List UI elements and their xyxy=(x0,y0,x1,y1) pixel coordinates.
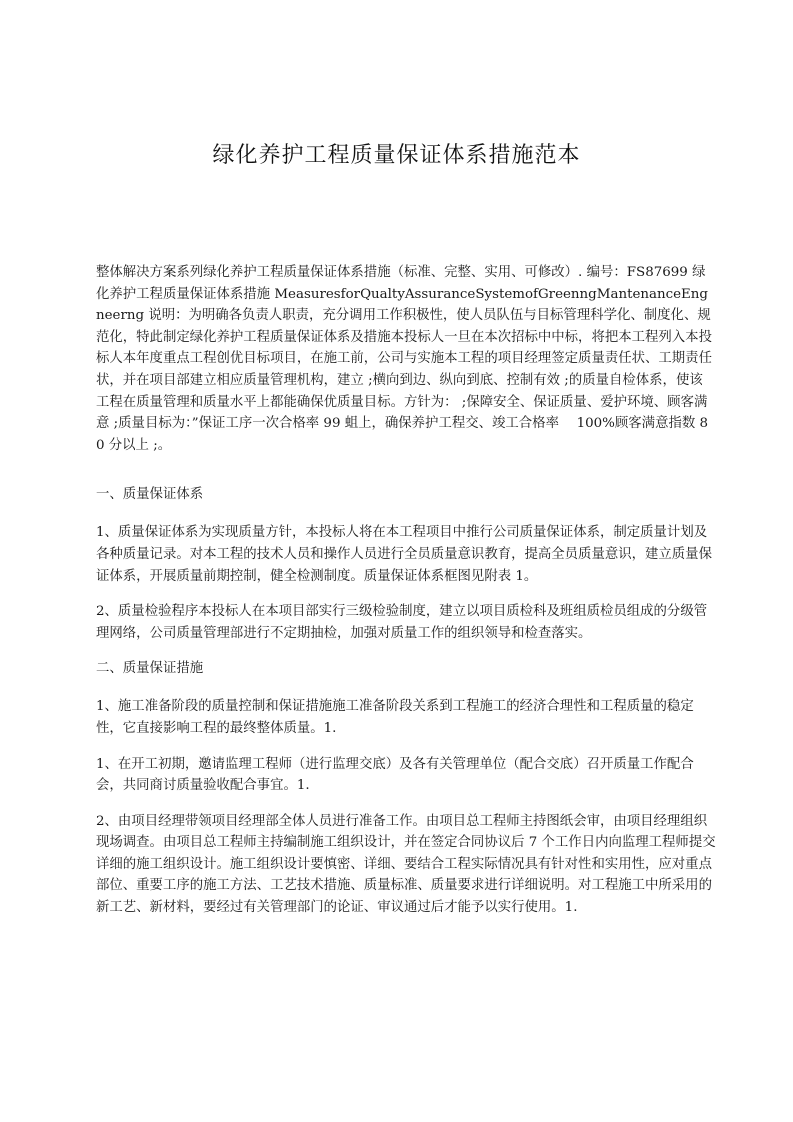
section-1-paragraph-2: 2、质量检验程序本投标人在本项目部实行三级检验制度，建立以项目质检科及班组质检员组成的分级管理网络，公司质量管理部进行不定期抽检，加强对质量工作的组织领导和检查落实。 xyxy=(96,604,708,641)
section-2-paragraph-3: 2、由项目经理带领项目经理部全体人员进行准备工作。由项目总工程师主持图纸会审，由项目经理组织现场调查。由项目总工程师主持编制施工组织设计，并在签定合同协议后 7 个工作日内向监理工程师提交详细的施工组织设计。施工组织设计要慎密、详细、要结合工程实际情况具有针对性和实用性，应对重点部位、重要工序的施工方法、工艺技术措施、质量标准、质量要求进行详细说明。对工程施工中所采用的新工艺、新材料，要经过有关管理部门的论证、审议通过后才能予以实行使用。1. xyxy=(96,813,716,916)
section-2-paragraph-1: 1、施工准备阶段的质量控制和保证措施施工准备阶段关系到工程施工的经济合理性和工程质量的稳定性，它直接影响工程的最终整体质量。1. xyxy=(96,699,694,736)
section-2-paragraph-2: 1、在开工初期，邀请监理工程师（进行监理交底）及各有关管理单位（配合交底）召开质量工作配合会，共同商讨质量验收配合事宜。1. xyxy=(96,756,694,794)
document-body xyxy=(96,262,716,919)
intro-paragraph: 整体解决方案系列绿化养护工程质量保证体系措施（标准、完整、实用、可修改）. 编号：FS87699 绿化养护工程质量保证体系措施 MeasuresforQualtyAssuranceSystemofGreenngMantenanceEngneerng 说明：为明确各负责人职责，充分调用工作积极性，使人员队伍与目标管理科学化、制度化、规范化，特此制定绿化养护工程质量保证体系及措施本投标人一旦在本次招标中中标，将把本工程列入本投标人本年度重点工程创优目标项目，在施工前，公司与实施本工程的项目经理签定质量责任状、工期责任状，并在项目部建立相应质量管理机构，建立 ;横向到边、纵向到底、控制有效 ;的质量自检体系，使该工程在质量管理和质量水平上都能确保优质量目标。方针为： ;保障安全、保证质量、爱护环境、顾客满意 ;质量目标为：”保证工序一次合格率 99 蛆上，确保养护工程交、竣工合格率 100%顾客满意指数 80 分以上 ;。 xyxy=(96,265,712,453)
section-1-heading: 一、质量保证体系 xyxy=(96,487,204,503)
section-1-paragraph-1: 1、质量保证体系为实现质量方针，本投标人将在本工程项目中推行公司质量保证体系，制定质量计划及各种质量记录。对本工程的技术人员和操作人员进行全员质量意识教育，提高全员质量意识，建立质量保证体系，开展质量前期控制，健全检测制度。质量保证体系框图见附表 1。 xyxy=(96,525,712,584)
document-title: 绿化养护工程质量保证体系措施范本 xyxy=(212,143,581,168)
section-2-heading: 二、质量保证措施 xyxy=(96,661,204,677)
